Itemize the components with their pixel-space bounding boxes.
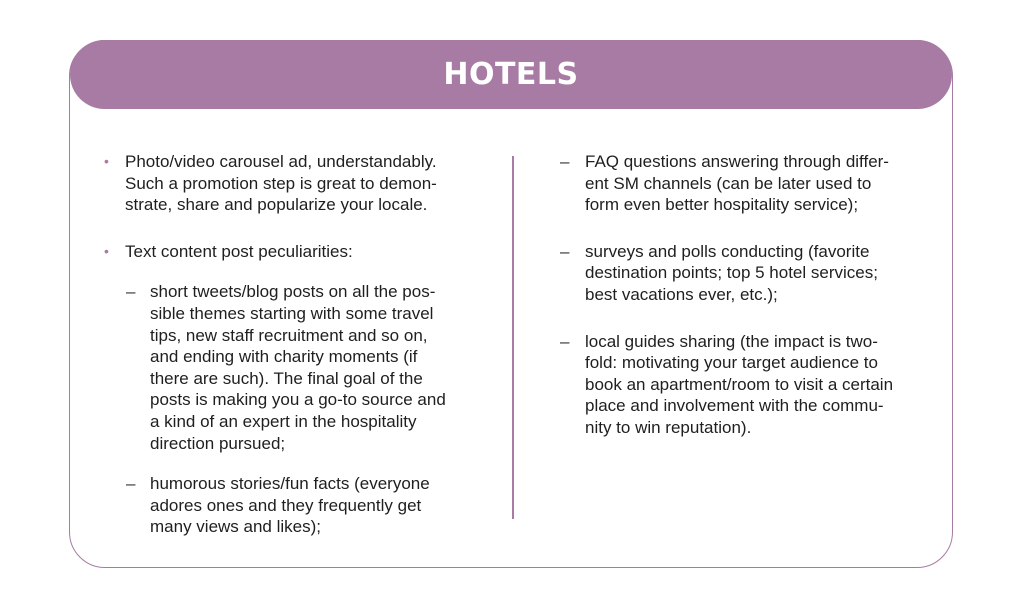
sub-list-item-text: FAQ questions answering through differ- ent SM channels (can be later used to form even better hospitality service); bbox=[585, 152, 889, 215]
list-item-text: Photo/video carousel ad, understandably. Such a promotion step is great to demon- strate, share and popularize your locale. bbox=[125, 152, 437, 215]
right-column bbox=[560, 151, 930, 439]
sub-list-item bbox=[560, 241, 930, 306]
dash-icon: – bbox=[560, 152, 570, 171]
list-item bbox=[104, 151, 474, 216]
dash-icon: – bbox=[126, 282, 136, 302]
left-column bbox=[104, 151, 474, 538]
dash-icon: – bbox=[126, 474, 136, 494]
sub-list-item-text: humorous stories/fun facts (everyone adores ones and they frequently get many views and likes); bbox=[150, 474, 430, 537]
column-divider bbox=[512, 156, 514, 519]
page-title: HOTELS bbox=[443, 57, 579, 92]
bullet-icon: • bbox=[104, 153, 109, 169]
bullet-icon: • bbox=[104, 242, 109, 259]
title-banner bbox=[70, 40, 952, 109]
sub-list-item bbox=[104, 473, 474, 538]
sub-list-item-text: short tweets/blog posts on all the pos- sible themes starting with some travel tips, new staff recruitment and so on, and ending with charity moments (if there are such). The final goal of the posts is making you a go-to source and a kind of an expert in the hospitality direction pursued; bbox=[150, 282, 446, 453]
dash-icon: – bbox=[560, 241, 570, 261]
dash-icon: – bbox=[560, 331, 570, 351]
list-item-text: Text content post peculiarities: bbox=[125, 241, 353, 261]
sub-list-item-text: local guides sharing (the impact is two- fold: motivating your target audience to book an apartment/room to visit a certain place and involvement with the commu- nity to win reputation). bbox=[585, 331, 894, 437]
sub-list-item bbox=[104, 281, 474, 454]
sub-list-item bbox=[560, 331, 930, 439]
sub-list-item-text: surveys and polls conducting (favorite destination points; top 5 hotel services; best vacations ever, etc.); bbox=[585, 241, 878, 304]
sub-list-item bbox=[560, 151, 930, 216]
list-item bbox=[104, 241, 474, 263]
